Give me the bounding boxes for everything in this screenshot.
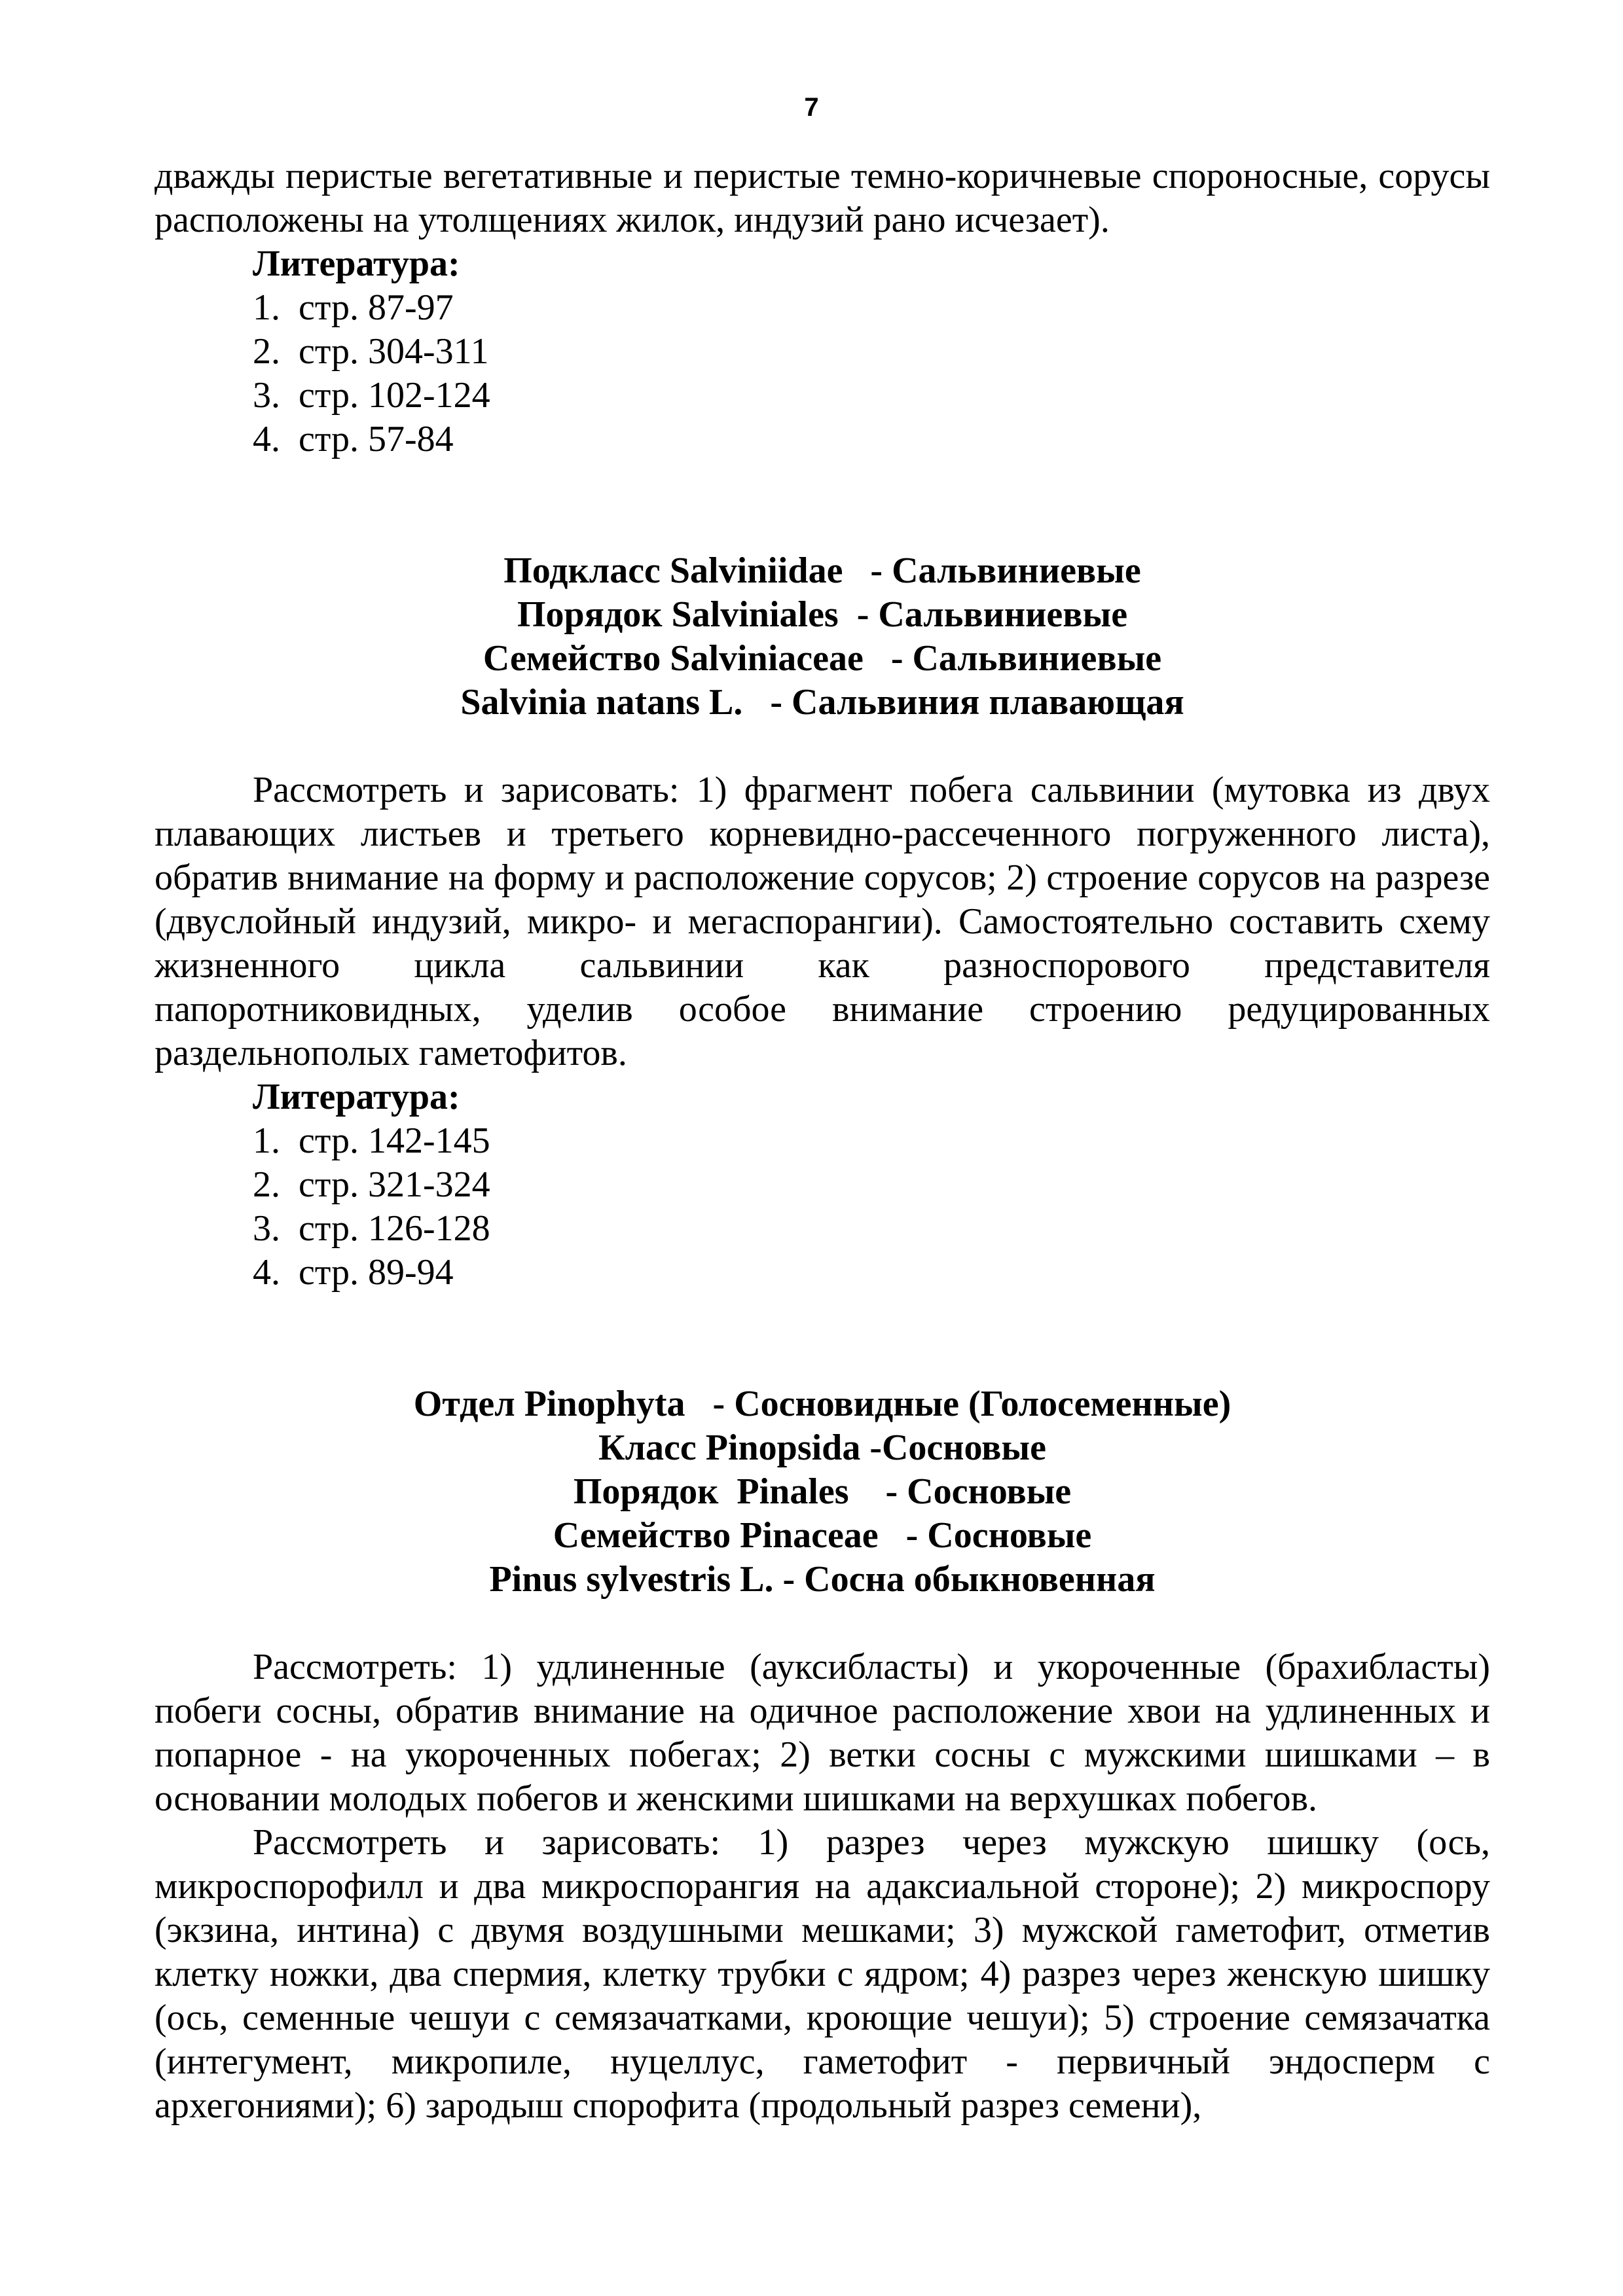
literature-item: 3. стр. 126-128 (253, 1208, 490, 1249)
literature-item: 1. стр. 142-145 (253, 1121, 490, 1161)
section-title: Pinus sylvestris L. - Сосна обыкновенная (489, 1559, 1156, 1600)
literature-item: 2. стр. 304-311 (253, 331, 489, 372)
literature-item: 4. стр. 89-94 (253, 1252, 454, 1293)
salvinia-title-block (155, 549, 1490, 725)
pinus-paragraph-2: Рассмотреть и зарисовать: 1) разрез через мужскую шишку (ось, микроспорофилл и два микроспорангия на адаксиальной стороне); 2) микроспору (экзина, интина) с двумя воздушными мешками; 3) мужской гаметофит, отметив клетку ножки, два спермия, клетку трубки с ядром; 4) разрез через женскую шишку (ось, семенные чешуи с семязачатками, кроющие чешуи); 5) строение семязачатка (интегумент, микропиле, нуцеллус, гаметофит - первичный эндосперм с архегониями); 6) зародыш спорофита (продольный разрез семени), (155, 1822, 1490, 2126)
section-title: Семейство Pinaceae - Сосновые (553, 1515, 1092, 1556)
section-title: Семейство Salviniaceae - Сальвиниевые (483, 638, 1162, 679)
section-spacer (155, 1295, 1490, 1382)
pinus-paragraph-1: Рассмотреть: 1) удлиненные (ауксибласты) и укороченные (брахибласты) побеги сосны, обратив внимание на одичное расположение хвои на удлиненных и попарное - на укороченных побегах; 2) ветки сосны с мужскими шишками – в основании молодых побегов и женскими шишками на верхушках побегов. (155, 1647, 1490, 1819)
literature-item: 4. стр. 57-84 (253, 419, 454, 459)
literature-heading: Литература: (253, 243, 460, 284)
literature-heading: Литература: (253, 1077, 460, 1117)
literature-item: 3. стр. 102-124 (253, 375, 490, 416)
section-spacer (155, 725, 1490, 768)
section-title: Salvinia natans L. - Сальвиния плавающая (460, 682, 1184, 723)
continuation-paragraph: дважды перистые вегетативные и перистые темно-коричневые спороносные, сорусы расположены на утолщениях жилок, индузий рано исчезает). (155, 156, 1490, 240)
section-spacer (155, 461, 1490, 549)
section-title: Подкласс Salviniidae - Сальвиниевые (503, 550, 1141, 591)
page-number: 7 (804, 93, 819, 122)
literature-list (155, 1119, 1490, 1295)
pinus-title-block (155, 1382, 1490, 1602)
section-title: Порядок Salviniales - Сальвиниевые (517, 594, 1128, 635)
section-title: Отдел Pinophyta - Сосновидные (Голосеменные) (413, 1384, 1231, 1424)
page-content (155, 154, 1490, 2128)
section-title: Класс Pinopsida -Сосновые (598, 1427, 1046, 1468)
salvinia-paragraph: Рассмотреть и зарисовать: 1) фрагмент побега сальвинии (мутовка из двух плавающих листьев и третьего корневидно-рассеченного погруженного листа), обратив внимание на форму и расположение сорусов; 2) строение сорусов на разрезе (двуслойный индузий, микро- и мегаспорангии). Самостоятельно составить схему жизненного цикла сальвинии как разноспорового представителя папоротниковидных, уделив особое внимание строению редуцированных раздельнополых гаметофитов. (155, 770, 1490, 1073)
section-title: Порядок Pinales - Сосновые (573, 1471, 1072, 1512)
literature-list (155, 286, 1490, 461)
literature-item: 2. стр. 321-324 (253, 1164, 490, 1205)
section-spacer (155, 1602, 1490, 1645)
literature-item: 1. стр. 87-97 (253, 287, 454, 328)
